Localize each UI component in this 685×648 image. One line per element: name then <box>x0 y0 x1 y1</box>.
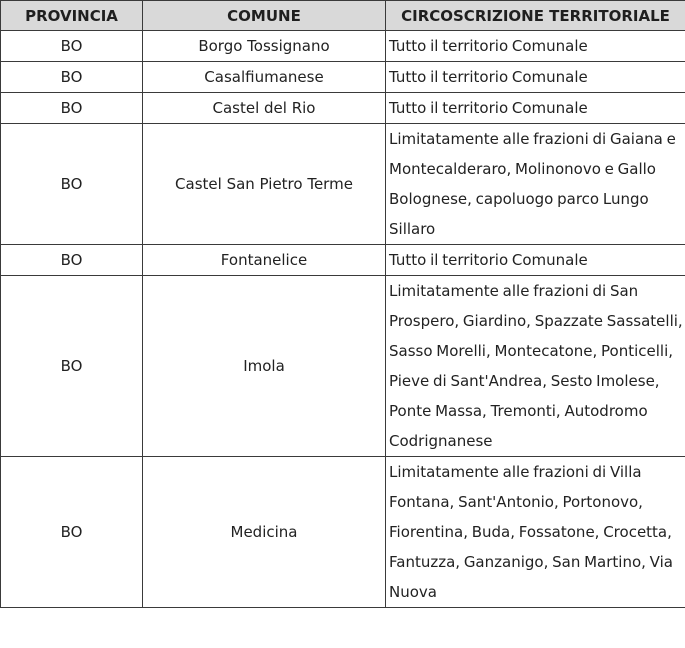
cell-comune: Medicina <box>143 457 386 608</box>
table-header-row <box>1 1 685 31</box>
cell-provincia: BO <box>1 93 143 124</box>
cell-comune: Castel del Rio <box>143 93 386 124</box>
cell-comune: Castel San Pietro Terme <box>143 124 386 245</box>
cell-circoscrizione: Limitatamente alle frazioni di San Prospero, Giardino, Spazzate Sassatelli, Sasso Morelli, Montecatone, Ponticelli, Pieve di Sant'Andrea, Sesto Imolese, Ponte Massa, Tremonti, Autodromo Codrignanese <box>386 276 685 457</box>
cell-circoscrizione: Tutto il territorio Comunale <box>386 93 685 124</box>
table-row <box>1 31 685 62</box>
header-provincia: PROVINCIA <box>1 1 143 31</box>
cell-comune: Casalfiumanese <box>143 62 386 93</box>
table-row <box>1 245 685 276</box>
cell-provincia: BO <box>1 276 143 457</box>
cell-provincia: BO <box>1 31 143 62</box>
cell-circoscrizione: Limitatamente alle frazioni di Villa Fontana, Sant'Antonio, Portonovo, Fiorentina, Buda, Fossatone, Crocetta, Fantuzza, Ganzanigo, San Martino, Via Nuova <box>386 457 685 608</box>
cell-circoscrizione: Limitatamente alle frazioni di Gaiana e Montecalderaro, Molinonovo e Gallo Bolognese, capoluogo parco Lungo Sillaro <box>386 124 685 245</box>
cell-comune: Imola <box>143 276 386 457</box>
header-comune: COMUNE <box>143 1 386 31</box>
table-row <box>1 457 685 608</box>
table-row <box>1 124 685 245</box>
cell-provincia: BO <box>1 457 143 608</box>
cell-comune: Borgo Tossignano <box>143 31 386 62</box>
cell-circoscrizione: Tutto il territorio Comunale <box>386 245 685 276</box>
cell-comune: Fontanelice <box>143 245 386 276</box>
table-row <box>1 276 685 457</box>
cell-circoscrizione: Tutto il territorio Comunale <box>386 31 685 62</box>
cell-provincia: BO <box>1 245 143 276</box>
cell-circoscrizione: Tutto il territorio Comunale <box>386 62 685 93</box>
table-row <box>1 62 685 93</box>
table-row <box>1 93 685 124</box>
header-circoscrizione: CIRCOSCRIZIONE TERRITORIALE <box>386 1 685 31</box>
cell-provincia: BO <box>1 62 143 93</box>
cell-provincia: BO <box>1 124 143 245</box>
